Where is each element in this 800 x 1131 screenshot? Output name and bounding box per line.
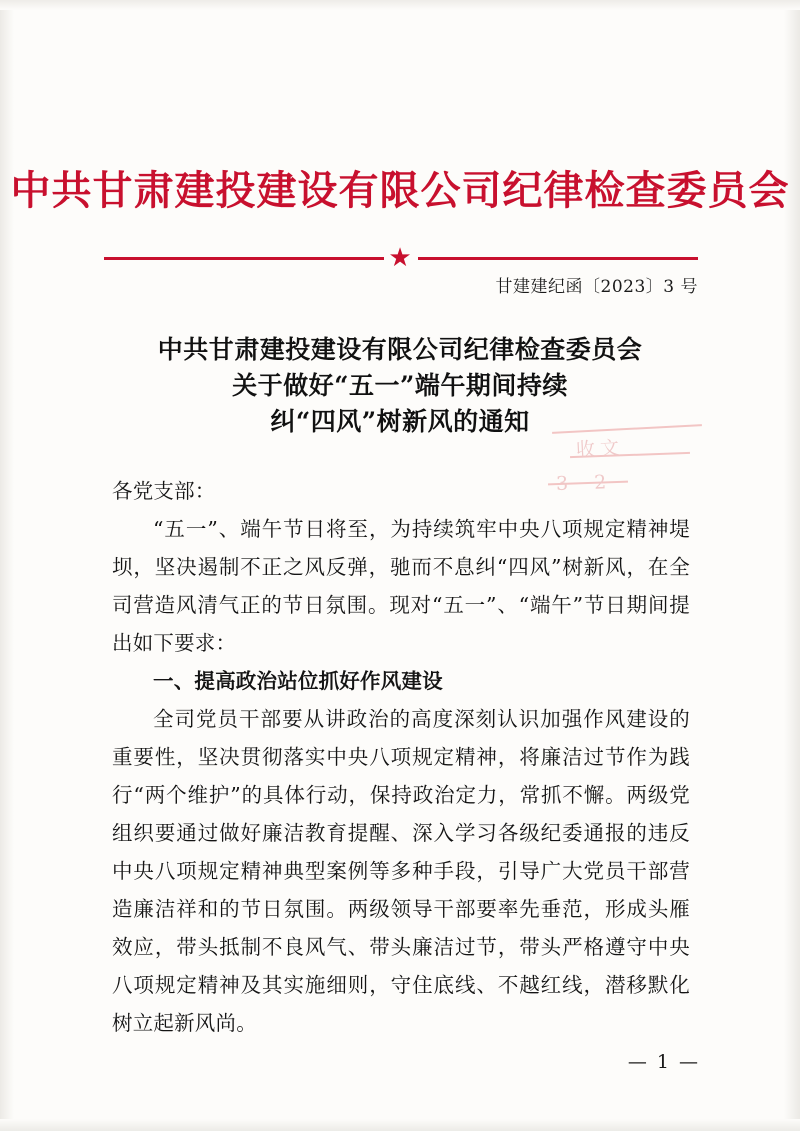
title-line-3: 纠“四风”树新风的通知	[270, 407, 530, 436]
title-line-1: 中共甘肃建投建设有限公司纪律检查委员会	[157, 335, 643, 364]
rule-left-segment	[104, 257, 384, 260]
title-line-2: 关于做好“五一”端午期间持续	[232, 371, 568, 400]
section-heading-1: 一、提高政治站位抓好作风建设	[153, 669, 443, 693]
stamp-text-line-1: 收文	[575, 436, 625, 462]
body-paragraph-2: 全司党员干部要从讲政治的高度深刻认识加强作风建设的重要性，坚决贯彻落实中央八项规定精神，将廉洁过节作为践行“两个维护”的具体行动，保持政治定力，常抓不懈。两级党组织要通过做好廉洁教育提醒、深入学习各级纪委通报的违反中央八项规定精神典型案例等多种手段，引导广大党员干部营造廉洁祥和的节日氛围。两级领导干部要率先垂范，形成头雁效应，带头抵制不良风气、带头廉洁过节，带头严格遵守中央八项规定精神及其实施细则，守住底线、不越红线，潜移默化树立起新风尚。	[112, 707, 690, 1035]
letterhead-rule	[0, 243, 800, 273]
rule-right-segment	[418, 257, 698, 260]
body-paragraph-1: “五一”、端午节日将至，为持续筑牢中央八项规定精神堤坝，坚决遏制不正之风反弹，驰而不息纠“四风”树新风，在全司营造风清气正的节日氛围。现对“五一”、“端午”节日期间提出如下要求：	[112, 517, 690, 655]
stamp-text-line-2: 3 2	[555, 470, 617, 496]
document-body	[112, 472, 690, 1042]
document-number: 甘建建纪函〔2023〕3 号	[495, 277, 698, 297]
red-star-icon: ★	[388, 243, 412, 273]
document-title	[100, 332, 700, 440]
page-number: — 1 —	[627, 1051, 700, 1073]
letterhead	[0, 168, 800, 214]
letterhead-title: 中共甘肃建投建设有限公司纪律检查委员会	[10, 167, 790, 214]
salutation: 各党支部：	[112, 479, 216, 503]
stamp-line-2	[570, 452, 690, 458]
